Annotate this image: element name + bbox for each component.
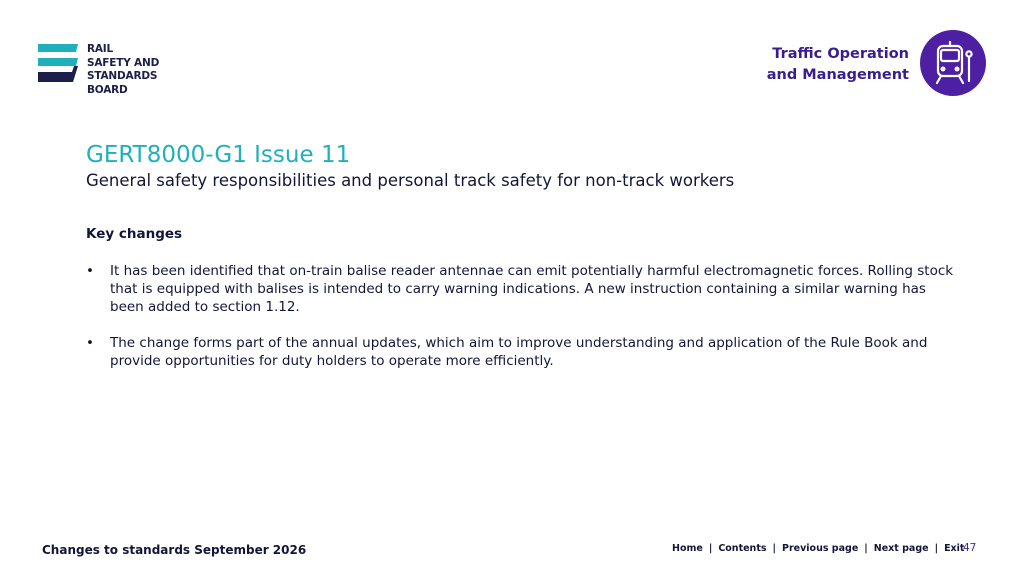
logo-text: RAIL SAFETY AND STANDARDS BOARD bbox=[87, 43, 160, 96]
document-id: GERT8000-G1 Issue 11 bbox=[86, 142, 351, 168]
exit-link[interactable]: Exit bbox=[944, 543, 965, 554]
category-badge bbox=[920, 30, 986, 96]
contents-link[interactable]: Contents bbox=[718, 543, 767, 554]
list-item-text: The change forms part of the annual updates, which aim to improve understanding and application of the Rule Book and provide opportunities for duty holders to operate more efficiently. bbox=[110, 335, 928, 369]
key-changes-heading: Key changes bbox=[86, 226, 183, 242]
page-number: 47 bbox=[963, 542, 977, 554]
list-item-text: It has been identified that on-train balise reader antennae can emit potentially harmful electromagnetic forces. Rolling stock that is equipped with balises is intended to carry warning indications. A new instruction containing a similar warning has been added to section 1.12. bbox=[110, 263, 954, 315]
rssb-logo bbox=[38, 43, 168, 99]
rssb-logo-mark-icon bbox=[38, 44, 80, 84]
previous-page-link[interactable]: Previous page bbox=[782, 543, 859, 554]
next-page-link[interactable]: Next page bbox=[873, 543, 929, 554]
key-changes-list bbox=[86, 262, 956, 388]
footer-nav bbox=[672, 543, 964, 554]
nav-separator: | bbox=[934, 543, 939, 554]
bullet-icon: • bbox=[86, 263, 94, 279]
document-title: General safety responsibilities and personal track safety for non-track workers bbox=[86, 171, 735, 190]
list-item bbox=[86, 262, 956, 316]
nav-separator: | bbox=[708, 543, 713, 554]
nav-separator: | bbox=[864, 543, 868, 554]
home-link[interactable]: Home bbox=[672, 543, 703, 554]
category-label: Traffic Operation and Management bbox=[766, 46, 909, 83]
bullet-icon: • bbox=[86, 335, 94, 351]
footer-title: Changes to standards September 2026 bbox=[42, 543, 307, 557]
nav-separator: | bbox=[772, 543, 777, 554]
list-item bbox=[86, 334, 956, 370]
train-front-icon bbox=[920, 30, 986, 96]
